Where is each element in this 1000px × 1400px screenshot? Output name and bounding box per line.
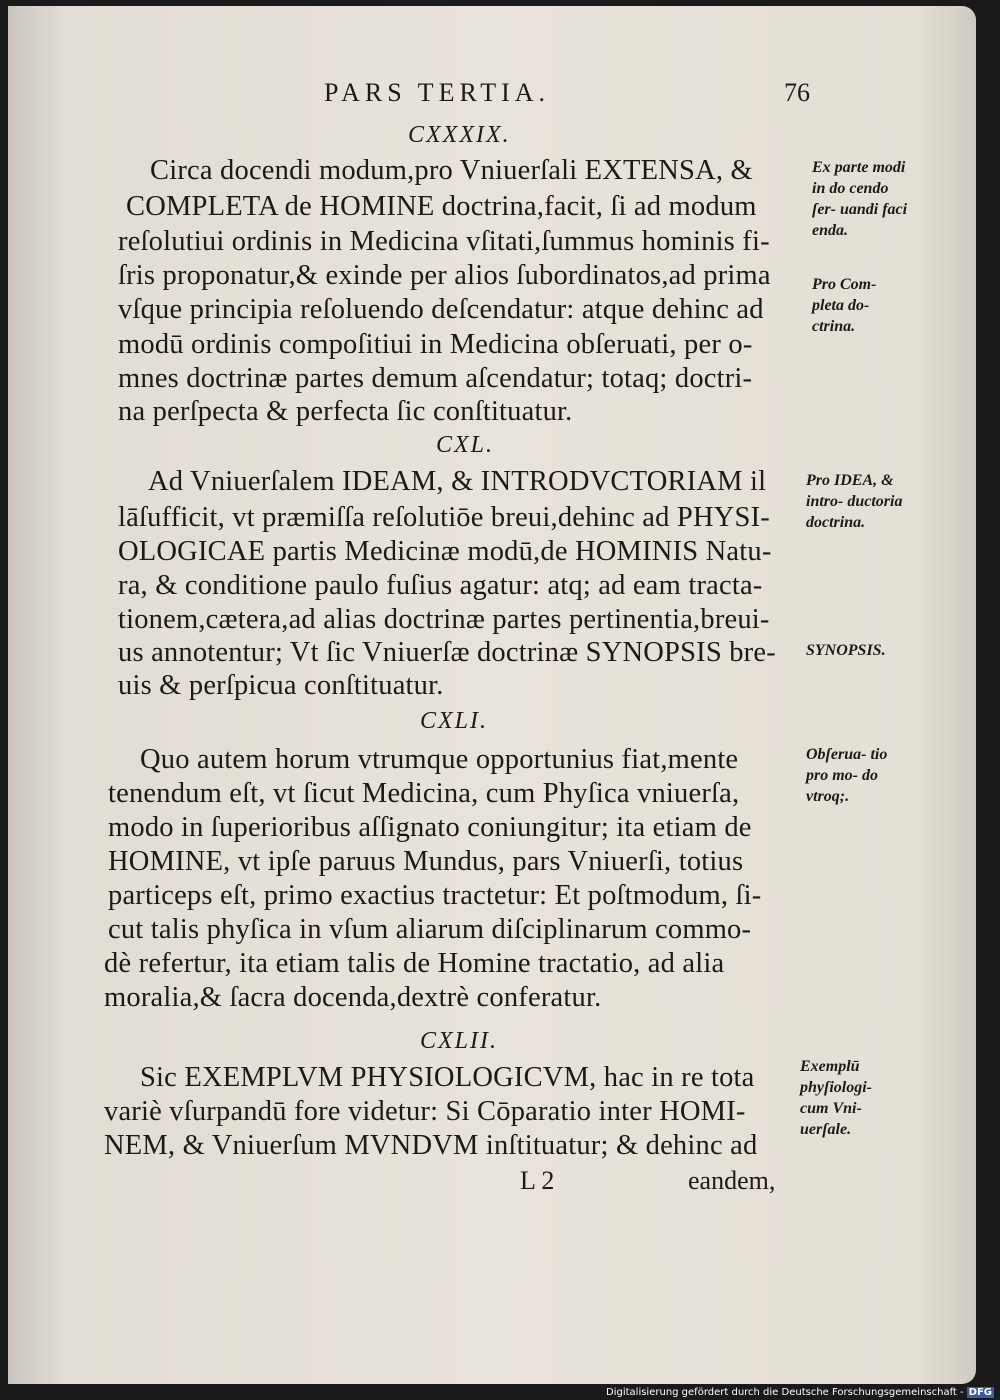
marginal-note: Exemplū phyſiologi- cum Vni- uerſale. [800, 1058, 872, 1138]
text-line: variè vſurpandū fore videtur: Si Cōparatio inter HOMI- [104, 1096, 746, 1127]
section-number: CXL. [436, 432, 495, 458]
text-line: tenendum eſt, vt ſicut Medicina, cum Phyſica vniuerſa, [108, 778, 740, 809]
text-line: modo in ſuperioribus aſſignato coniungitur; ita etiam de [108, 812, 752, 843]
section-number: CXXXIX. [408, 122, 511, 148]
running-title: PARS TERTIA. [324, 78, 551, 107]
text-line: COMPLETA de HOMINE doctrina,facit, ſi ad modum [126, 191, 757, 222]
text-line: tionem,cætera,ad alias doctrinæ partes pertinentia,breui- [118, 604, 770, 635]
signature-mark: L 2 [520, 1166, 555, 1195]
text-line: na perſpecta & perfecta ſic conſtituatur. [118, 396, 573, 427]
marginal-note: Ex parte modi in do cendo ſer- uandi faci enda. [812, 159, 908, 239]
text-line: ſris proponatur,& exinde per alios ſubordinatos,ad prima [118, 260, 771, 291]
text-line: OLOGICAE partis Medicinæ modū,de HOMINIS Natu- [118, 536, 772, 567]
text-line: HOMINE, vt ipſe paruus Mundus, pars Vniuerſi, totius [108, 846, 744, 877]
text-line: modū ordinis compoſitiui in Medicina obſeruati, per o- [118, 329, 753, 360]
marginal-note: Obſerua- tio pro mo- do vtroq;. [806, 746, 888, 805]
footer-credit [606, 1386, 994, 1400]
section-number: CXLI. [420, 708, 489, 734]
text-line: Sic EXEMPLVM PHYSIOLOGICVM, hac in re tota [140, 1062, 755, 1093]
dfg-logo: DFG [968, 1387, 992, 1398]
text-line: ra, & conditione paulo fuſius agatur: atq; ad eam tracta- [118, 570, 763, 601]
page-number: 76 [784, 78, 810, 107]
marginal-note: Pro IDEA, & intro- ductoria doctrina. [806, 472, 903, 531]
text-line: vſque principia reſoluendo deſcendatur: atque dehinc ad [118, 294, 764, 325]
marginal-note: Pro Com- pleta do- ctrina. [812, 276, 877, 335]
text-line: uis & perſpicua conſtituatur. [118, 670, 444, 701]
text-line: lāſufficit, vt præmiſſa reſolutiōe breui,dehinc ad PHYSI- [118, 502, 770, 533]
catchword: eandem, [688, 1166, 776, 1195]
text-line: us annotentur; Vt ſic Vniuerſæ doctrinæ SYNOPSIS bre- [118, 637, 776, 668]
text-line: Circa docendi modum,pro Vniuerſali EXTENSA, & [150, 155, 753, 186]
text-line: Ad Vniuerſalem IDEAM, & INTRODVCTORIAM il [148, 466, 767, 497]
section-number: CXLII. [420, 1028, 498, 1054]
text-line: moralia,& ſacra docenda,dextrè conferatur. [104, 982, 602, 1013]
marginal-note: SYNOPSIS. [806, 642, 886, 659]
text-line: Quo autem horum vtrumque opportunius fiat,mente [140, 744, 739, 775]
text-line: mnes doctrinæ partes demum aſcendatur; totaq; doctri- [118, 363, 753, 394]
text-line: reſolutiui ordinis in Medicina vſitati,ſummus hominis fi- [118, 226, 770, 257]
text-line: dè refertur, ita etiam talis de Homine tractatio, ad alia [104, 948, 725, 979]
text-line: cut talis phyſica in vſum aliarum diſciplinarum commo- [108, 914, 752, 945]
text-line: NEM, & Vniuerſum MVNDVM inſtituatur; & dehinc ad [104, 1130, 758, 1161]
credit-text: Digitalisierung gefördert durch die Deutsche Forschungsgemeinschaft - [606, 1387, 964, 1398]
text-line: particeps eſt, primo exactius tractetur: Et poſtmodum, ſi- [108, 880, 762, 911]
